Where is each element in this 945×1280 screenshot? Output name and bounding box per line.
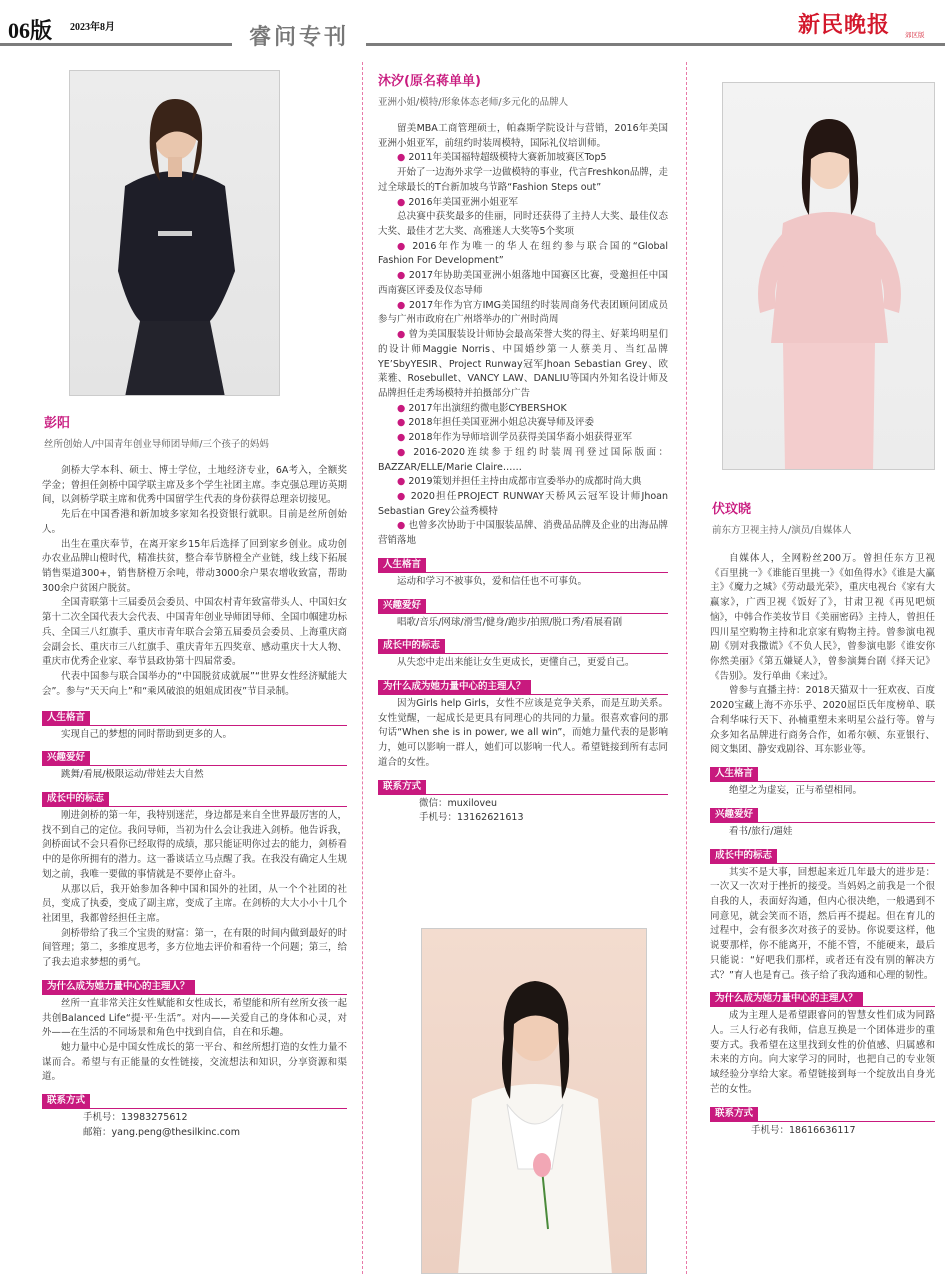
motto-text: 运动和学习不被事负，爱和信任也不可事负。 xyxy=(397,575,588,587)
bio-paragraph: 剑桥大学本科、硕士、博士学位，土地经济专业，6A考入，全额奖学金；曾担任剑桥中国学联主席及多个学生社团主席。李克强总理访英期间，以剑桥学联主席和优秀中国留学生代表的身份获得总理亲切接见。 xyxy=(42,465,347,506)
contact-line: 手机号：13983275612 xyxy=(83,1112,188,1124)
issue-date: 2023年8月 xyxy=(70,22,115,33)
bio-paragraph: 出生在重庆奉节，在离开家乡15年后选择了回到家乡创业。成功创办农业品牌山橙时代，精准扶贫，整合奉节脐橙全产业链，线上线下拓展销售渠道300+，销售脐橙万余吨，带动3000余户果农增收致富，帮助300余户贫困户脱贫。 xyxy=(42,538,347,594)
growth-text: 从失恋中走出来能让女生更成长，更懂自己，更爱自己。 xyxy=(397,657,635,669)
logo-subtitle: 郊区版 xyxy=(905,31,925,39)
achievement-item xyxy=(378,519,668,548)
issue-number: 06版 xyxy=(8,18,53,43)
portrait-photo-fu-wenxiao xyxy=(722,82,935,470)
achievement-detail: 总决赛中获奖最多的佳丽，同时还获得了主持人大奖、最佳仪态大奖、最佳才艺大奖、高雅迷人大奖等5个奖项 xyxy=(378,211,668,238)
contact-info xyxy=(378,797,668,826)
achievement-item xyxy=(378,328,668,402)
section-tag-growth: 成长中的标志 xyxy=(42,792,109,806)
why-text: 因为Girls help Girls，女性不应该是竞争关系，而是互助关系。女性觉醒，一起成长是更具有同理心的共同的力量。很喜欢睿问的那句话“When she is in power, we all win”，而她力量代表的是影响力，她可以影响一群人，她们可以影响一代人。希望链接到所有志同道合的女性。 xyxy=(378,698,668,768)
contact-line: 邮箱：yang.peng@thesilkinc.com xyxy=(83,1126,240,1138)
section-tag-motto: 人生格言 xyxy=(42,711,90,725)
achievement-item xyxy=(378,490,668,519)
why-paragraph: 她力量中心是中国女性成长的第一平台、和丝所想打造的女性力量不谋而合。希望与有正能量的女性链接，交流想法和知识，分享资源和渠道。 xyxy=(42,1042,347,1083)
contact-line: 手机号：18616636117 xyxy=(751,1124,856,1136)
growth-paragraph: 剑桥带给了我三个宝贵的财富：第一，在有限的时间内做到最好的时间管理；第二，多维度思考，多方位地去评价和看待一个问题；第三，给了我去追求梦想的勇气。 xyxy=(42,927,347,969)
section-tag-motto: 人生格言 xyxy=(378,558,426,572)
bullet-dot-icon: ● xyxy=(397,196,409,208)
bullet-dot-icon: ● xyxy=(397,270,409,282)
achievement-item xyxy=(378,240,668,269)
person-title: 丝所创始人/中国青年创业导师团导师/三个孩子的妈妈 xyxy=(44,439,269,451)
section-tag-why: 为什么成为她力量中心的主理人？ xyxy=(378,680,531,694)
section-tag-why: 为什么成为她力量中心的主理人？ xyxy=(42,980,195,994)
bullet-dot-icon: ● xyxy=(397,446,414,458)
achievement-title: 2016-2020连续参于纽约时装周刊登过国际版面：BAZZAR/ELLE/Marie Claire…… xyxy=(378,446,668,473)
achievement-item xyxy=(378,299,668,328)
section-tag-hobby: 兴趣爱好 xyxy=(378,599,426,613)
bio-paragraph: 全国青联第十三届委员会委员、中国农村青年致富带头人、中国妇女第十二次全国代表大会代表、中国青年创业导师团导师、全国巾帼建功标兵、全国三八红旗手、重庆市青年联合会第五届委员会委员、上海重庆商会副会长、重庆市三八红旗手、重庆青年五四奖章、感动重庆十大人物、重庆市优秀企业家、奉节县政协第十四届常委。 xyxy=(42,597,347,668)
portrait-photo-peng-yang xyxy=(69,70,280,396)
achievement-title: 也曾多次协助于中国服装品牌、消费品品牌及企业的出海品牌营销落地 xyxy=(378,520,668,547)
achievement-title: 2020担任PROJECT RUNWAY天桥风云冠军设计师Jhoan Sebastian Grey公益秀模特 xyxy=(378,490,668,517)
portrait-photo-mu-xi xyxy=(421,928,647,1274)
contact-info xyxy=(42,1111,347,1140)
achievement-list xyxy=(378,151,668,548)
header-rule xyxy=(0,43,945,46)
profile-header-mu-xi xyxy=(378,72,678,111)
achievement-item xyxy=(378,475,668,490)
section-tag-growth: 成长中的标志 xyxy=(378,639,445,653)
person-name: 沐汐(原名蒋单单) xyxy=(378,74,481,89)
motto-text: 实现自己的梦想的同时帮助到更多的人。 xyxy=(61,728,233,740)
achievement-item xyxy=(378,151,668,166)
contact-line: 微信：muxiloveu xyxy=(419,797,497,809)
achievement-title: 2016年美国亚洲小姐亚军 xyxy=(408,196,518,208)
achievement-title: 2017年协助美国亚洲小姐落地中国赛区比赛，受邀担任中国西南赛区评委及仪态导师 xyxy=(378,270,668,296)
biography-fu-wenxiao xyxy=(710,552,935,1138)
why-text: 成为主理人是希望跟睿问的智慧女性们成为同路人。三人行必有我师，信息互换是一个团体进步的重要方式。我希望在这里找到女性的价值感、归属感和未来的方向。向大家学习的同时，也把自己的专业领域经验分享给大家。希望链接到每一个绽放出自身光芒的女性。 xyxy=(710,1010,935,1095)
person-title: 前东方卫视主持人/演员/自媒体人 xyxy=(712,525,852,537)
bullet-dot-icon: ● xyxy=(397,490,411,502)
section-tag-hobby: 兴趣爱好 xyxy=(710,808,758,822)
bullet-dot-icon: ● xyxy=(397,476,409,488)
achievement-item xyxy=(378,446,668,475)
achievement-item xyxy=(378,402,668,417)
bullet-dot-icon: ● xyxy=(397,417,409,429)
section-tag-hobby: 兴趣爱好 xyxy=(42,751,90,765)
person-title: 亚洲小姐/模特/形象体态老师/多元化的品牌人 xyxy=(378,97,569,109)
contact-line: 手机号：13162621613 xyxy=(419,812,524,824)
achievement-item xyxy=(378,431,668,446)
bullet-dot-icon: ● xyxy=(397,432,409,444)
bio-paragraph: 自媒体人，全网粉丝200万。曾担任东方卫视《百里挑一》《谁能百里挑一》《如鱼得水》《谁是大赢主》《魔力之城》《劳动最光荣》，重庆电视台《家有大赢家》，广西卫视《饭好了》，甘肃卫视《再见吧烦恼》，中韩合作美妆节目《美丽密码》主持人，曾担任四川星空购物主持和北京家有购物主持。曾参演电视剧《别对我撒谎》《不负人民》，曾参演电影《谁安你你然美丽》《第五嫌疑人》，曾参演舞台剧《择天记》《告别》。发行单曲《来过》。 xyxy=(710,553,935,682)
section-tag-growth: 成长中的标志 xyxy=(710,849,777,863)
achievement-item xyxy=(378,416,668,431)
section-tag-why: 为什么成为她力量中心的主理人？ xyxy=(710,992,863,1006)
achievement-detail: 开始了一边海外求学一边做模特的事业，代言Freshkon品牌，走过全球最长的T台新加坡乌节路“Fashion Steps out” xyxy=(378,167,668,193)
profile-header-fu-wenxiao xyxy=(712,500,932,539)
person-name: 彭阳 xyxy=(44,416,71,431)
newspaper-logo: 新民晚报 xyxy=(798,12,891,38)
section-title: 睿问专刊 xyxy=(232,20,366,54)
bullet-dot-icon: ● xyxy=(397,240,413,252)
achievement-title: 2017年作为官方IMG美国纽约时装周商务代表团顾问团成员参与广州市政府在广州塔举办的广州时尚周 xyxy=(378,299,668,326)
achievement-item xyxy=(378,196,668,211)
bio-paragraph: 先后在中国香港和新加坡多家知名投资银行就职。目前是丝所创始人。 xyxy=(42,509,347,535)
bio-paragraph: 曾参与直播主持：2018天猫双十一狂欢夜、百度2020宝藏上海不亦乐乎、2020屈臣氏年度榜单、联合利华味行天下、孙楠重塑未来明星公益行等。曾与众多知名品牌进行商务合作，如希尔顿、东亚银行、阅文集团、静安戏剧谷、耳东影业等。 xyxy=(710,685,935,756)
achievement-title: 2016年作为唯一的华人在纽约参与联合国的“Global Fashion For Development” xyxy=(378,240,668,267)
motto-text: 绝望之为虚妄，正与希望相同。 xyxy=(729,785,863,797)
section-tag-motto: 人生格言 xyxy=(710,767,758,781)
growth-paragraph: 从那以后，我开始参加各种中国和国外的社团，从一个个社团的社员，变成了执委，变成了副主席，变成了主席。在剑桥的大大小小十几个社团里，我都曾经担任主席。 xyxy=(42,883,347,924)
achievement-title: 2019策划并担任主持由成都市宣委举办的成都时尚大典 xyxy=(408,476,642,488)
biography-peng-yang xyxy=(42,464,347,1141)
bullet-dot-icon: ● xyxy=(397,152,409,164)
bullet-dot-icon: ● xyxy=(397,402,409,414)
profile-header-peng-yang xyxy=(44,414,344,453)
column-divider xyxy=(686,62,687,1274)
biography-mu-xi xyxy=(378,122,668,826)
bio-intro: 留美MBA工商管理硕士，帕森斯学院设计与营销，2016年美国亚洲小姐亚军，前纽约时装周模特，国际礼仪培训师。 xyxy=(378,123,668,149)
bullet-dot-icon: ● xyxy=(397,520,409,532)
growth-paragraph: 其实不是大事，回想起来近几年最大的进步是：一次又一次对于挫折的接受。当妈妈之前我是一个很自我的人，表面好沟通，但内心很决绝，一般遇到不同意见，就会笑而不语，然后再不提起。但在育儿的过程中，会有很多次对孩子的妥协。你说要这样，他说要那样，你不能离开，不能不管，不能硬来，最后只能说：“好吧我们那样，或者还有没有别的解决方式？”育人也是育己。孩子给了我沟通和心理的韧性。 xyxy=(710,866,935,981)
section-tag-contact: 联系方式 xyxy=(378,780,426,794)
achievement-title: 2017年出演纽约微电影CYBERSHOK xyxy=(408,402,567,414)
achievement-title: 2018年作为导师培训学员获得美国华裔小姐获得亚军 xyxy=(408,432,632,444)
why-paragraph: 丝所一直非常关注女性赋能和女性成长，希望能和所有丝所女孩一起共创Balanced Life“提·平·生活”。对内——关爱自己的身体和心灵，对外——在生活的不同场景和角色中找到自信，自在和乐趣。 xyxy=(42,997,347,1039)
column-divider xyxy=(362,62,363,1274)
bullet-dot-icon: ● xyxy=(397,329,409,341)
achievement-item xyxy=(378,269,668,298)
hobby-text: 看书/旅行/遛娃 xyxy=(729,825,793,837)
section-tag-contact: 联系方式 xyxy=(710,1107,758,1121)
hobby-text: 跳舞/看展/极限运动/带娃去大自然 xyxy=(61,769,204,781)
achievement-title: 曾为美国服装设计师协会最高荣誉大奖的得主、好莱坞明星们的设计师Maggie Norris、中国婚纱第一人蔡美月、当红品牌YE’SbyYESIR、Project Runway冠军Jhoan Sebastian Grey、欧莱雅、Rosebullet、VANCY LAW、DANLIU等国内外知名设计师及品牌担任走秀场模特并拍摄部分广告 xyxy=(378,329,668,399)
person-name: 伏玟晓 xyxy=(712,502,752,517)
achievement-title: 2011年美国福特超级模特大赛新加坡赛区Top5 xyxy=(408,152,607,164)
section-tag-contact: 联系方式 xyxy=(42,1094,90,1108)
contact-info xyxy=(710,1124,935,1139)
hobby-text: 唱歌/音乐/网球/滑雪/健身/跑步/拍照/脱口秀/看展看剧 xyxy=(397,616,623,628)
bio-paragraph: 代表中国参与联合国举办的“中国脱贫成就展”“世界女性经济赋能大会”。参与“天天向上”和“乘风破浪的姐姐成团夜”节目录制。 xyxy=(42,671,347,697)
growth-paragraph: 刚进剑桥的第一年，我特别迷茫，身边都是来自全世界最厉害的人，找不到自己的定位。我问导师，当初为什么会让我进入剑桥。他告诉我，剑桥面试不会只看你已经取得的成绩，那只能证明你过去的能力，剑桥看中的是你所拥有的潜力。这一番谈话立马点醒了我。在我没有确定人生规划之前，我唯一要做的事情就是不要停止奋斗。 xyxy=(42,809,347,880)
achievement-title: 2018年担任美国亚洲小姐总决赛导师及评委 xyxy=(408,417,594,429)
bullet-dot-icon: ● xyxy=(397,299,409,311)
